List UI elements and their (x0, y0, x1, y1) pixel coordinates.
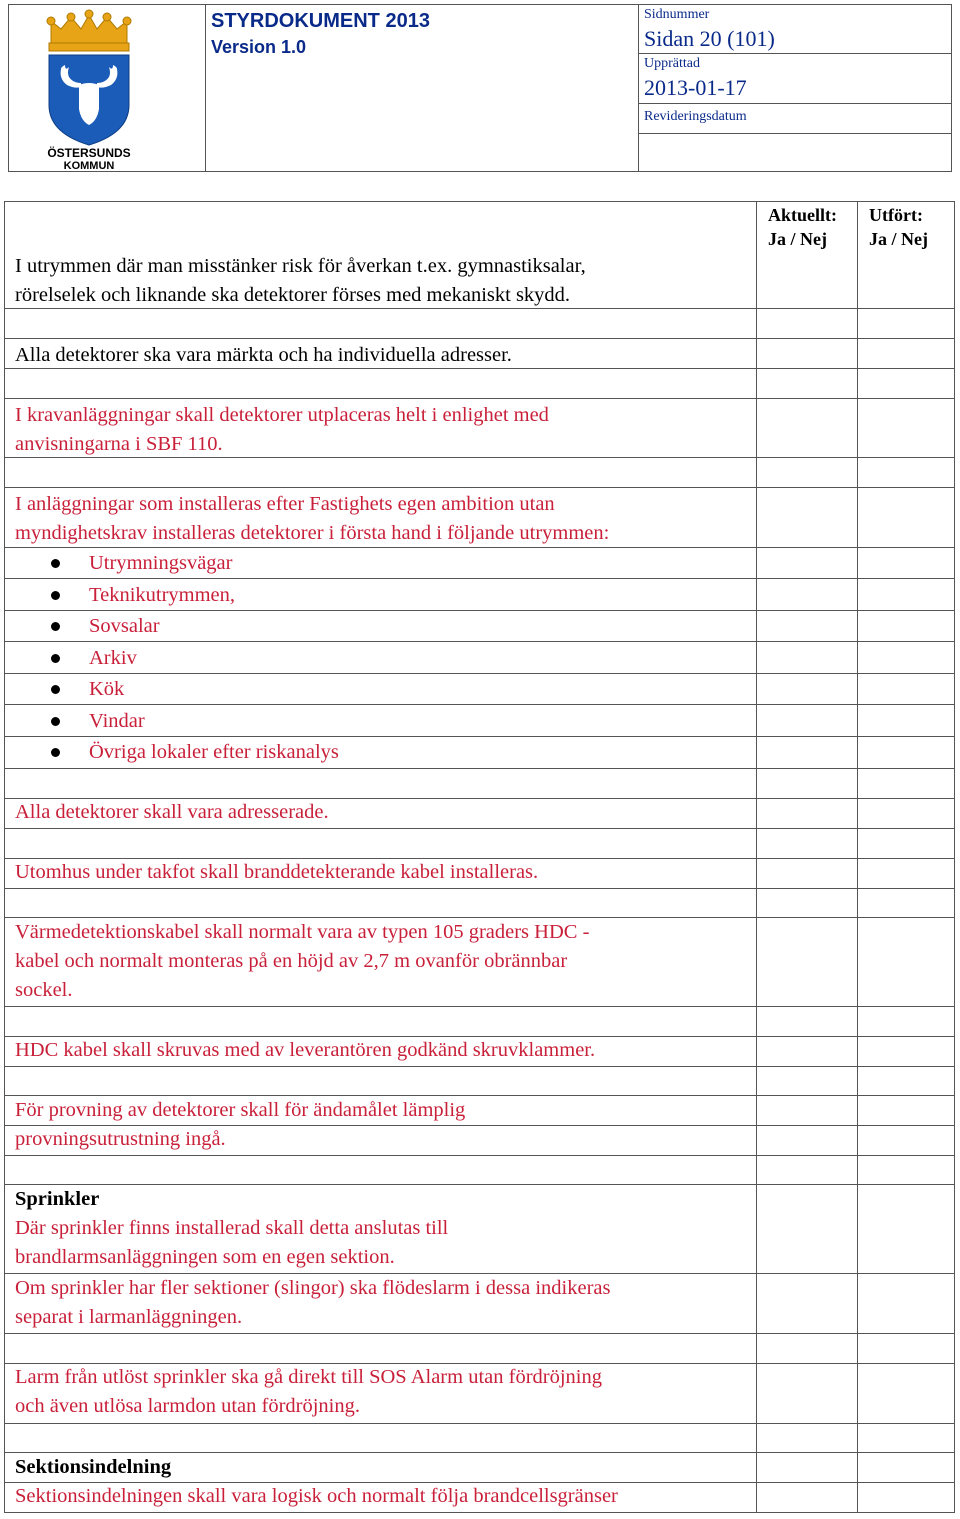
list-item: Utrymningsvägar (89, 552, 233, 574)
upprattad-value: 2013-01-17 (644, 75, 747, 100)
document-title-cell (205, 5, 639, 171)
row-text: sockel. (15, 979, 73, 1001)
bullet-icon (51, 748, 60, 757)
bullet-icon (51, 559, 60, 568)
aktuellt-options: Ja / Nej (768, 229, 827, 249)
row-text: Alla detektorer ska vara märkta och ha individuella adresser. (15, 344, 512, 366)
logo-text-line1: ÖSTERSUNDS (47, 146, 131, 160)
row-text: anvisningarna i SBF 110. (15, 433, 223, 455)
municipality-logo (9, 5, 206, 171)
document-version: Version 1.0 (211, 37, 307, 57)
utfort-header: Utfört: (869, 205, 923, 225)
row-text: HDC kabel skall skruvas med av leverantören godkänd skruvklammer. (15, 1039, 596, 1061)
row-text: Värmedetektionskabel skall normalt vara av typen 105 graders HDC - (15, 921, 590, 943)
row-text: Larm från utlöst sprinkler ska gå direkt till SOS Alarm utan fördröjning (15, 1366, 602, 1388)
row-text: myndighetskrav installeras detektorer i första hand i följande utrymmen: (15, 522, 610, 544)
document-meta (638, 5, 951, 171)
list-item: Sovsalar (89, 615, 160, 637)
revidering-row (638, 104, 951, 134)
row-text: I anläggningar som installeras efter Fastighets egen ambition utan (15, 493, 555, 515)
row-text: Utomhus under takfot skall branddetekterande kabel installeras. (15, 861, 539, 883)
bullet-icon (51, 654, 60, 663)
revidering-label: Revideringsdatum (644, 109, 747, 124)
checklist-table (4, 201, 955, 1513)
list-item: Vindar (89, 710, 145, 732)
row-text: separat i larmanläggningen. (15, 1306, 243, 1328)
row-text: Sektionsindelningen skall vara logisk och normalt följa brandcellsgränser (15, 1485, 618, 1507)
bullet-icon (51, 591, 60, 600)
sidnummer-value: Sidan 20 (101) (644, 26, 775, 51)
coat-of-arms-icon (9, 5, 205, 171)
sidnummer-label: Sidnummer (644, 7, 710, 22)
list-item: Arkiv (89, 647, 137, 669)
aktuellt-header: Aktuellt: (768, 205, 837, 225)
row-text: I utrymmen där man misstänker risk för åverkan t.ex. gymnastiksalar, (15, 255, 586, 277)
row-text: Alla detektorer skall vara adresserade. (15, 801, 329, 823)
row-text: brandlarmsanläggningen som en egen sektion. (15, 1246, 395, 1268)
sidnummer-row (638, 5, 951, 54)
section-heading-sprinkler: Sprinkler (15, 1188, 100, 1210)
bullet-icon (51, 685, 60, 694)
list-item: Teknikutrymmen, (89, 584, 236, 606)
upprattad-label: Upprättad (644, 56, 700, 71)
list-item: Övriga lokaler efter riskanalys (89, 741, 339, 763)
logo-text-line2: KOMMUN (63, 160, 115, 171)
row-text: kabel och normalt monteras på en höjd av 2,7 m ovanför obrännbar (15, 950, 568, 972)
bullet-icon (51, 717, 60, 726)
row-text: Där sprinkler finns installerad skall detta anslutas till (15, 1217, 449, 1239)
list-item: Kök (89, 678, 125, 700)
document-header (8, 4, 952, 172)
row-text: rörelselek och liknande ska detektorer förses med mekaniskt skydd. (15, 284, 571, 306)
row-text: Om sprinkler har fler sektioner (slingor) ska flödeslarm i dessa indikeras (15, 1277, 611, 1299)
upprattad-row (638, 54, 951, 104)
utfort-options: Ja / Nej (869, 229, 928, 249)
row-text: För provning av detektorer skall för ändamålet lämplig (15, 1099, 466, 1121)
document-title: STYRDOKUMENT 2013 (211, 10, 430, 32)
bullet-icon (51, 622, 60, 631)
row-text: och även utlösa larmdon utan fördröjning. (15, 1395, 360, 1417)
row-text: I kravanläggningar skall detektorer utplaceras helt i enlighet med (15, 404, 549, 426)
section-heading-sektionsindelning: Sektionsindelning (15, 1456, 172, 1478)
row-text: provningsutrustning ingå. (15, 1128, 226, 1150)
